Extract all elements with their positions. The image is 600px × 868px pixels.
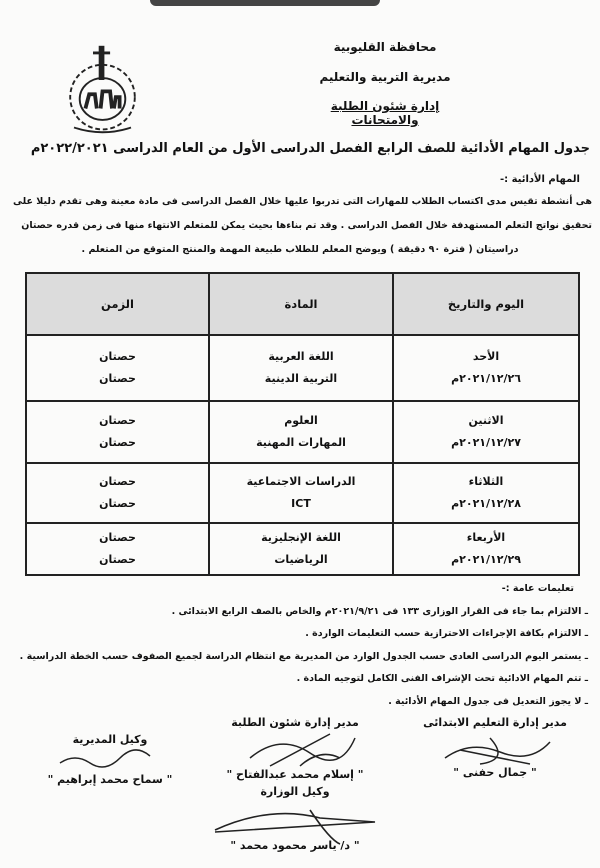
table-row (26, 401, 579, 463)
date: ٢٠٢١/١٢/٢٧م (451, 436, 521, 449)
time: حصتان (99, 553, 136, 566)
subject: ICT (291, 497, 311, 510)
handwritten-signature-icon (210, 800, 380, 845)
instruction-item: ـ يستمر اليوم الدراسى العادى حسب الجدول الوارد من المديرية مع انتظام الدراسة لجميع الصفوف حسب الخطة الدراسية . (19, 650, 588, 662)
handwritten-signature-icon (55, 748, 155, 772)
instruction-item: ـ لا يجوز التعديل فى جدول المهام الأدائية . (388, 695, 588, 707)
header-subject: المادة (209, 273, 393, 335)
time: حصتان (99, 436, 136, 449)
handwritten-signature-icon (240, 728, 360, 770)
signature-title: وكيل الوزارة (260, 785, 330, 798)
time: حصتان (99, 475, 136, 488)
subject: اللغة العربية (268, 350, 334, 363)
instructions-heading: تعليمات عامة :- (501, 583, 574, 594)
intro-line: دراسيتان ( فترة ٩٠ دقيقة ) ويوضح المعلم للطلاب طبيعة المهمة والمنتج المتوقع من المتعلم . (81, 244, 519, 255)
top-scan-artifact (150, 0, 380, 6)
subject: الرياضيات (274, 553, 328, 566)
date: ٢٠٢١/١٢/٢٦م (451, 372, 521, 385)
signature-title: وكيل المديرية (72, 733, 148, 746)
time: حصتان (99, 350, 136, 363)
day: الأربعاء (466, 531, 506, 544)
instruction-item: ـ تتم المهام الادائية تحت الإشراف الفنى الكامل لتوجيه المادة . (296, 673, 588, 684)
intro-heading: المهام الأدائية :- (499, 174, 580, 185)
header-time: الزمن (26, 273, 209, 335)
table-row (26, 335, 579, 401)
department-label: إدارة شئون الطلبة والامتحانات (330, 99, 440, 127)
signature-name: " سماح محمد إبراهيم " (47, 773, 173, 786)
day: الاثنين (468, 414, 504, 427)
subject: اللغة الإنجليزية (261, 531, 341, 544)
time: حصتان (99, 531, 136, 544)
page-title: جدول المهام الأدائية للصف الرابع الفصل الدراسى الأول من العام الدراسى ٢٠٢٢/٢٠٢١م (30, 141, 590, 156)
table-row (26, 523, 579, 575)
instruction-item: ـ الالتزام بكافة الإجراءات الاحترازية حسب التعليمات الواردة . (305, 628, 588, 639)
signature-name: " د/ ياسر محمود محمد " (230, 839, 360, 852)
signature-title: مدير إدارة شئون الطلبة (231, 716, 359, 729)
time: حصتان (99, 372, 136, 385)
header-day-date: اليوم والتاريخ (393, 273, 579, 335)
instructions-section (8, 578, 588, 713)
subject: العلوم (284, 414, 318, 427)
signature-name: " جمال حفنى " (453, 766, 537, 779)
ministry-logo-icon (55, 42, 150, 137)
time: حصتان (99, 497, 136, 510)
day: الثلاثاء (468, 475, 504, 488)
intro-line: هى أنشطة تقيس مدى اكتساب الطلاب للمهارات التى تدربوا عليها خلال الفصل الدراسى فى مادة معينة وهى تقدم دليلا على (12, 196, 592, 207)
directorate-label: مديرية التربية والتعليم (319, 70, 451, 84)
date: ٢٠٢١/١٢/٢٩م (451, 553, 521, 566)
instruction-item: ـ الالتزام بما جاء فى القرار الوزارى ١٣٣ فى ٢٠٢١/٩/٢١م والخاص بالصف الرابع الابتدائى . (171, 605, 588, 617)
day: الأحد (472, 350, 500, 363)
subject: المهارات المهنية (256, 436, 346, 449)
table-header-row (26, 273, 579, 335)
time: حصتان (99, 414, 136, 427)
subject: الدراسات الاجتماعية (246, 475, 356, 488)
intro-section (8, 170, 592, 262)
handwritten-signature-icon (440, 730, 560, 768)
subject: التربية الدينية (264, 372, 338, 385)
table-row (26, 463, 579, 523)
intro-line: تحقيق نواتج التعلم المستهدفة خلال الفصل الدراسى . وقد تم بناءها بحيث يمكن للمتعلم الانتهاء منها فى زمن قدره حصتان (21, 220, 592, 231)
governorate-label: محافظة القليوبية (333, 40, 437, 54)
signature-title: مدير إدارة التعليم الابتدائى (423, 716, 567, 729)
schedule-table (25, 272, 580, 576)
signature-name: " إسلام محمد عبدالفتاح " (226, 768, 364, 781)
date: ٢٠٢١/١٢/٢٨م (451, 497, 521, 510)
